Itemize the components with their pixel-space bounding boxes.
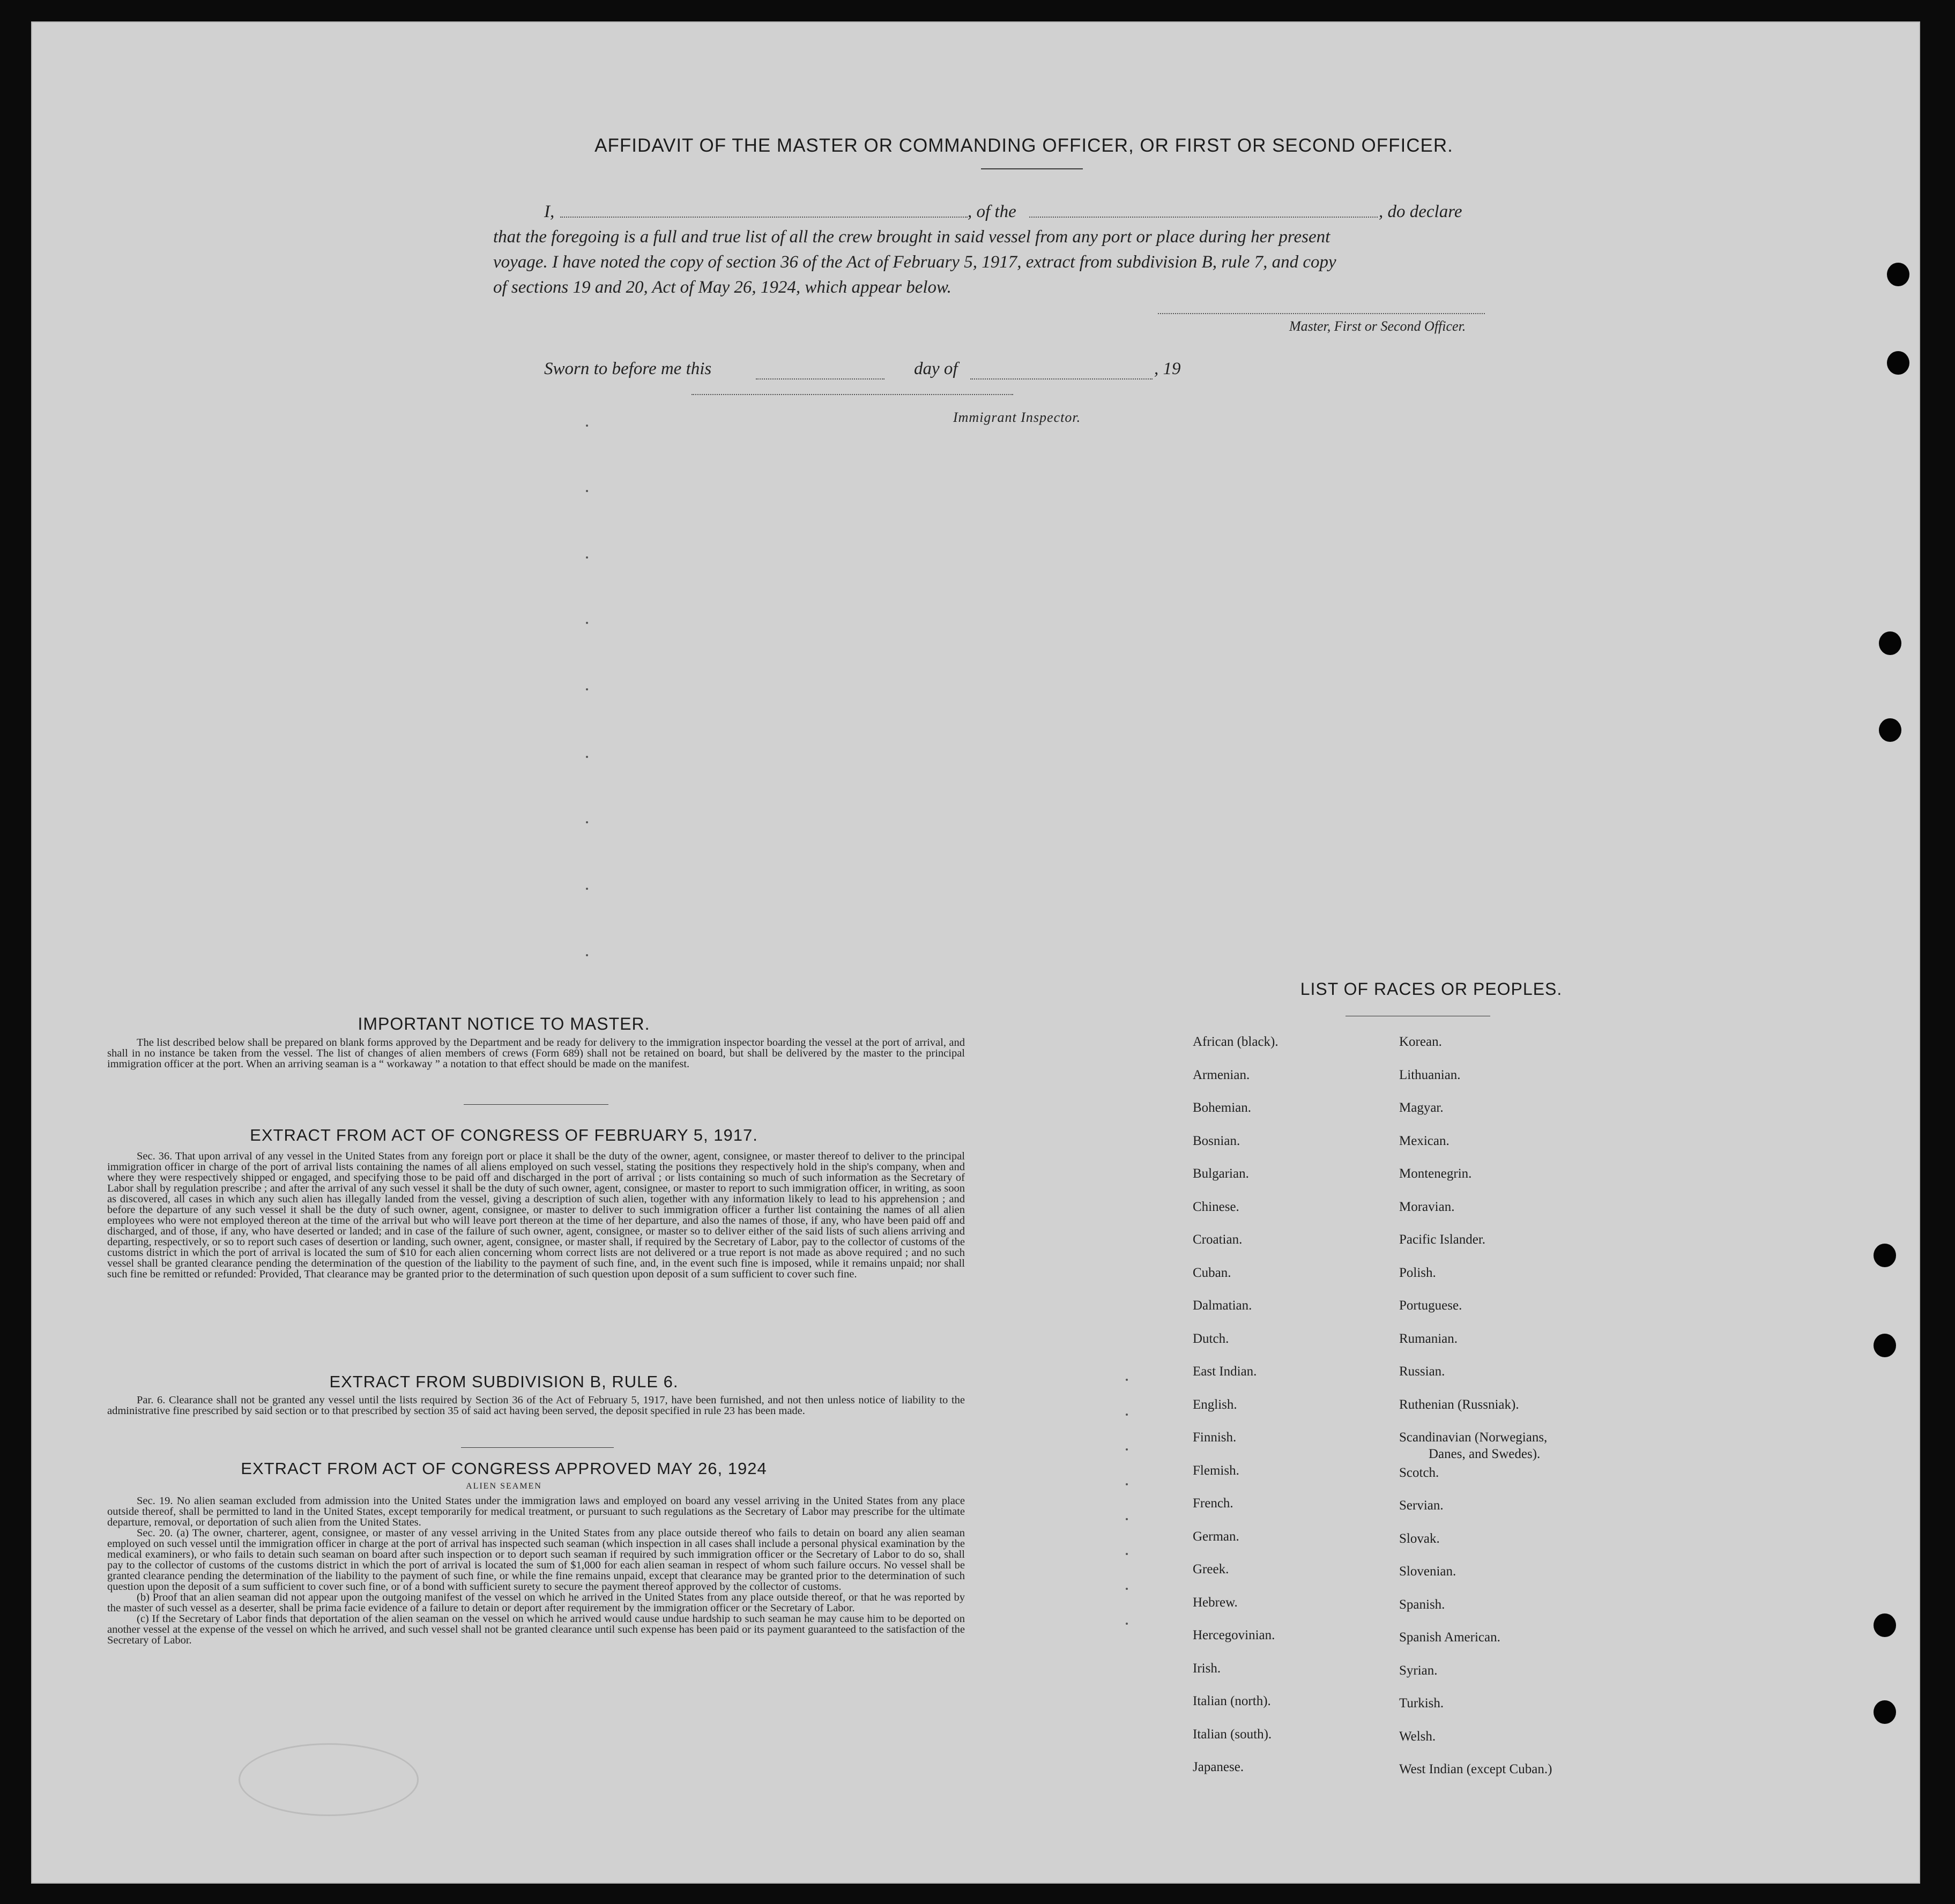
race-item: Hebrew. (1193, 1595, 1238, 1610)
margin-dot (586, 425, 588, 427)
alien-seamen-subtitle: ALIEN SEAMEN (466, 1482, 542, 1491)
race-item: Spanish American. (1399, 1630, 1500, 1645)
race-item: French. (1193, 1496, 1233, 1511)
punch-hole (1874, 1613, 1896, 1637)
vessel-field[interactable] (1029, 217, 1378, 218)
punch-hole (1874, 1334, 1896, 1357)
rule6-divider (461, 1447, 614, 1448)
notice-divider (464, 1104, 608, 1105)
title-underline (981, 168, 1083, 169)
race-item: Bohemian. (1193, 1100, 1252, 1115)
margin-dot (586, 954, 588, 956)
punch-hole (1874, 1700, 1896, 1724)
form-page (31, 21, 1920, 1884)
extract-rule6-text (107, 1395, 965, 1416)
notice-paragraph: The list described below shall be prepared on blank forms approved by the Department and be ready for delivery to the immigration inspector boarding the vessel at the port of arrival, and shall in no instance be taken from the vessel. The list of changes of alien members of crews (Form 689) shall not be retained on board, but shall be delivered by the master to the principal immigration officer at the port. When an arriving seaman is a “ workaway ” a notation to that effect should be made on the manifest. (107, 1037, 965, 1070)
race-item: Danes, and Swedes). (1429, 1446, 1541, 1461)
race-item: Rumanian. (1399, 1331, 1458, 1346)
margin-dot (1126, 1553, 1128, 1555)
races-right-column (1399, 1035, 1552, 1795)
race-item: Dalmatian. (1193, 1298, 1252, 1313)
margin-dot (1126, 1414, 1128, 1416)
extract-rule6-title: EXTRACT FROM SUBDIVISION B, RULE 6. (329, 1372, 679, 1391)
of-the-label: , of the (968, 202, 1016, 221)
race-item: Portuguese. (1399, 1298, 1462, 1313)
affidavit-declaration (493, 199, 1565, 300)
inspector-signature-line[interactable] (692, 394, 1013, 395)
race-item: Welsh. (1399, 1729, 1436, 1744)
master-caption: Master, First or Second Officer. (1289, 318, 1466, 334)
notice-text (107, 1037, 965, 1069)
race-item: Turkish. (1399, 1696, 1444, 1710)
race-item: Moravian. (1399, 1199, 1455, 1214)
year-label: , 19 (1154, 359, 1181, 378)
name-field[interactable] (560, 217, 968, 218)
race-item: English. (1193, 1397, 1237, 1412)
margin-dot (1126, 1483, 1128, 1485)
margin-dot (1126, 1623, 1128, 1625)
punch-hole (1874, 1244, 1896, 1267)
races-title: LIST OF RACES OR PEOPLES. (1300, 979, 1563, 999)
sec-20c-paragraph: (c) If the Secretary of Labor finds that deportation of the alien seaman on the vessel on which he arrived would cause undue hardship to such seaman he may cause him to be deported on another vessel at the expense of the vessel on which he arrived, and such vessel shall not be granted clearance until such expense has been paid or its payment guaranteed to the satisfaction of the Secretary of Labor. (107, 1613, 965, 1646)
race-item: Syrian. (1399, 1663, 1438, 1678)
extract-1917-text (107, 1151, 965, 1280)
extract-1924-title: EXTRACT FROM ACT OF CONGRESS APPROVED MAY 26, 1924 (241, 1459, 767, 1478)
race-item: Ruthenian (Russniak). (1399, 1397, 1519, 1412)
race-item: Pacific Islander. (1399, 1232, 1486, 1247)
sworn-month-field[interactable] (970, 378, 1153, 380)
punch-hole (1879, 631, 1901, 655)
i-label: I, (544, 202, 555, 221)
day-of-label: day of (914, 359, 958, 378)
margin-dot (586, 622, 588, 624)
race-item: Slovenian. (1399, 1564, 1456, 1579)
sec-20a-paragraph: Sec. 20. (a) The owner, charterer, agent, consignee, or master of any vessel arriving in the United States from any place outside thereof who fails to detain on board any alien seaman employed on such vessel until the immigration officer in charge at the port of arrival has inspected such seaman (which inspection in all cases shall include a personal physical examination by the medical examiners), or who fails to detain such seaman on board after such inspection or to deport such seaman if required by such immigration officer or the Secretary of Labor to do so, shall pay to the collector of customs of the customs district in which the port of arrival is located the sum of $1,000 for each alien seaman in respect of whom such failure occurs. No vessel shall be granted clearance pending the determination of the liability to the payment of such fine, or while the fine remains unpaid, except that clearance may be granted prior to the determination of such question upon the deposit of a sum sufficient to cover such fine, or of a bond with sufficient surety to secure the payment thereof approved by the collector of customs. (107, 1527, 965, 1593)
race-item: Mexican. (1399, 1133, 1449, 1148)
race-item: Bulgarian. (1193, 1166, 1249, 1181)
race-item: German. (1193, 1529, 1239, 1544)
master-signature-line[interactable] (1158, 313, 1485, 314)
race-item: Finnish. (1193, 1430, 1237, 1445)
margin-dot (586, 756, 588, 758)
inspector-caption: Immigrant Inspector. (953, 410, 1081, 425)
punch-hole (1879, 718, 1901, 742)
declaration-line-4: of sections 19 and 20, Act of May 26, 1924, which appear below. (493, 278, 952, 297)
extract-1917-title: EXTRACT FROM ACT OF CONGRESS OF FEBRUARY 5, 1917. (250, 1126, 758, 1144)
declaration-line-2: that the foregoing is a full and true list of all the crew brought in said vessel from any port or place during her present (493, 227, 1330, 247)
race-item: Italian (south). (1193, 1727, 1272, 1742)
faint-stamp (239, 1743, 419, 1816)
par-6-paragraph: Par. 6. Clearance shall not be granted any vessel until the lists required by Section 36 of the Act of February 5, 1917, have been furnished, and not then unless notice of liability to the administrative fine prescribed by said section or to that prescribed by section 35 of said act having been served, the deposit specified in rule 23 has been made. (107, 1394, 965, 1417)
margin-dot (1126, 1379, 1128, 1381)
race-item: Magyar. (1399, 1100, 1444, 1115)
race-item: West Indian (except Cuban.) (1399, 1762, 1552, 1776)
race-item: Spanish. (1399, 1597, 1445, 1612)
punch-hole (1887, 263, 1909, 286)
notice-title: IMPORTANT NOTICE TO MASTER. (358, 1014, 650, 1033)
margin-dot (586, 821, 588, 823)
margin-dot (1126, 1448, 1128, 1451)
race-item: Irish. (1193, 1661, 1221, 1676)
race-item: Greek. (1193, 1562, 1229, 1576)
race-item: Slovak. (1399, 1531, 1440, 1546)
race-item: Chinese. (1193, 1199, 1239, 1214)
race-item: Italian (north). (1193, 1694, 1271, 1708)
race-item: Croatian. (1193, 1232, 1243, 1247)
declaration-line-3: voyage. I have noted the copy of section 36 of the Act of February 5, 1917, extract from subdivision B, rule 7, and copy (493, 252, 1336, 272)
race-item: Cuban. (1193, 1265, 1231, 1280)
margin-dot (1126, 1518, 1128, 1520)
sworn-label: Sworn to before me this (544, 359, 712, 378)
margin-dot (1126, 1588, 1128, 1590)
margin-dot (586, 688, 588, 690)
do-declare-label: , do declare (1379, 202, 1462, 221)
punch-hole (1887, 351, 1909, 375)
race-item: Hercegovinian. (1193, 1628, 1275, 1642)
race-item: African (black). (1193, 1035, 1278, 1049)
sworn-day-field[interactable] (756, 378, 884, 380)
race-item: Flemish. (1193, 1463, 1239, 1478)
race-item: Bosnian. (1193, 1133, 1240, 1148)
race-item: Armenian. (1193, 1067, 1250, 1082)
sec-36-paragraph: Sec. 36. That upon arrival of any vessel in the United States from any foreign port or place it shall be the duty of the owner, agent, consignee, or master thereof to deliver to the principal immigration officer in charge of the port of arrival lists containing the names of all aliens employed on such vessel, stating the positions they respectively hold in the ship's company, when and where they were respectively shipped or engaged, and specifying those to be paid off and discharged in the port of arrival ; or lists containing so much of such information as the Secretary of Labor shall by regulation prescribe ; and after the arrival of any such vessel it shall be the duty of such owner, agent, consignee, or master to report to such immigration officer, in writing, as soon as discovered, all cases in which any such alien has illegally landed from the vessel, giving a description of such alien, together with any information likely to lead to his apprehension ; and before the departure of any such vessel it shall be the duty of such owner, agent, consignee, or master to deliver to such immigration officer a further list containing the names of all alien employees who were not employed thereon at the time of the arrival but who will leave port thereon at the time of her departure, and also the names of those, if any, who have been paid off and discharged, and of those, if any, who have deserted or landed; and in case of the failure of such owner, agent, consignee, or master so to deliver either of the said lists of such aliens arriving and departing, respectively, or so to report such cases of desertion or landing, such owner, agent, consignee, or master shall, if required by the Secretary of Labor, pay to the collector of customs of the customs district in which the port of arrival is located the sum of $10 for each alien concerning whom correct lists are not delivered or a true report is not made as above required ; and no such vessel shall be granted clearance pending the determination of the question of the liability to the payment of such fine, and, in the event such fine is imposed, while it remains unpaid; nor shall such fine be remitted or refunded: Provided, That clearance may be granted prior to the determination of such question upon deposit of a sum sufficient to cover such fine. (107, 1150, 965, 1280)
race-item: East Indian. (1193, 1364, 1257, 1379)
sworn-line (544, 359, 1241, 386)
affidavit-title: AFFIDAVIT OF THE MASTER OR COMMANDING OFFICER, OR FIRST OR SECOND OFFICER. (594, 135, 1453, 156)
race-item: Servian. (1399, 1498, 1444, 1513)
race-item: Scotch. (1399, 1465, 1439, 1480)
race-item: Japanese. (1193, 1760, 1244, 1774)
race-item: Scandinavian (Norwegians, (1399, 1430, 1548, 1445)
race-item: Lithuanian. (1399, 1067, 1461, 1082)
race-item: Montenegrin. (1399, 1166, 1472, 1181)
extract-1924-text (107, 1496, 965, 1646)
margin-dot (586, 888, 588, 890)
margin-dot (586, 490, 588, 492)
sec-19-paragraph: Sec. 19. No alien seaman excluded from admission into the United States under the immigration laws and employed on board any vessel arriving in the United States from any place outside thereof, shall be permitted to land in the United States, except temporarily for medical treatment, or pursuant to such regulations as the Secretary of Labor may prescribe for the ultimate departure, removal, or deportation of such alien from the United States. (107, 1495, 965, 1528)
race-item: Dutch. (1193, 1331, 1229, 1346)
races-left-column (1193, 1035, 1278, 1793)
race-item: Polish. (1399, 1265, 1436, 1280)
race-item: Russian. (1399, 1364, 1445, 1379)
race-item: Korean. (1399, 1035, 1442, 1049)
margin-dot (586, 556, 588, 559)
sec-20b-paragraph: (b) Proof that an alien seaman did not appear upon the outgoing manifest of the vessel on which he arrived in the United States from any place outside thereof, or that he was reported by the master of such vessel as a deserter, shall be prima facie evidence of a failure to detain or deport after requirement by the immigration officer or the Secretary of Labor. (107, 1591, 965, 1614)
